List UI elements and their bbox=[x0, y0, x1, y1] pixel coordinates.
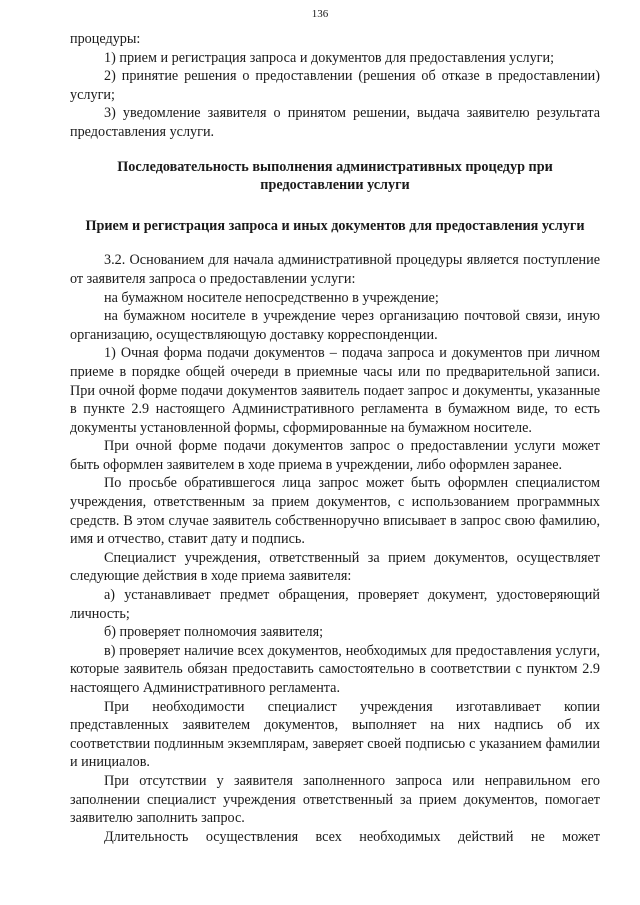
paragraph-duration: Длительность осуществления всех необходимых действий не может bbox=[104, 828, 600, 845]
paragraph-specialist-actions: Специалист учреждения, ответственный за прием документов, осуществляет следующие действия в ходе приема заявителя: bbox=[70, 549, 600, 585]
paragraph-missing-request: При отсутствии у заявителя заполненного запроса или неправильном его заполнении специалист учреждения ответственный за прием документов, помогает заявителю заполнить запрос. bbox=[70, 772, 600, 827]
paragraph-in-person-form: 1) Очная форма подачи документов – подача запроса и документов при личном приеме в порядке общей очереди в приемные часы или по предварительной записи. При очной форме подачи документов заявитель подает запрос и документы, указанные в пункте 2.9 настоящего Административного регламента в бумажном виде, то есть документы установленной формы, сформированные на бумажном носителе. bbox=[70, 345, 600, 436]
page-number: 136 bbox=[311, 8, 329, 20]
section-heading: Последовательность выполнения административных процедур при предоставлении услуги bbox=[117, 158, 553, 194]
list-item-c: в) проверяет наличие всех документов, необходимых для предоставления услуги, которые заявитель обязан предоставить самостоятельно в соответствии с пунктом 2.9 настоящего Административного регламента. bbox=[70, 642, 600, 696]
paragraph-paper-post: на бумажном носителе в учреждение через организацию почтовой связи, иную организацию, осуществляющую доставку корреспонденции. bbox=[70, 308, 600, 343]
paragraph-3-2: 3.2. Основанием для начала административной процедуры является поступление от заявителя запроса о предоставлении услуги: bbox=[70, 252, 600, 287]
document-body bbox=[70, 30, 600, 846]
list-item-b: б) проверяет полномочия заявителя; bbox=[104, 624, 324, 641]
paragraph-procedure-2: 2) принятие решения о предоставлении (решения об отказе в предоставлении) услуги; bbox=[70, 68, 600, 103]
paragraph-procedure-3: 3) уведомление заявителя о принятом решении, выдача заявителю результата предоставления услуги. bbox=[70, 105, 600, 140]
paragraph-copies: При необходимости специалист учреждения изготавливает копии представленных заявителем документов, выполняет на них надпись об их соответствии подлинным экземплярам, заверяет своей подписью с указанием фамилии и инициалов. bbox=[70, 698, 600, 771]
list-item-a: а) устанавливает предмет обращения, проверяет документ, удостоверяющий личность; bbox=[70, 587, 600, 622]
paragraph-specialist-request: По просьбе обратившегося лица запрос может быть оформлен специалистом учреждения, ответственным за прием документов, с использованием программных средств. В этом случае заявитель собственноручно вписывает в запрос свою фамилию, имя и отчество, ставит дату и подпись. bbox=[70, 475, 600, 548]
paragraph-procedure-1: 1) прием и регистрация запроса и документов для предоставления услуги; bbox=[104, 49, 555, 66]
paragraph-procedures-intro: процедуры: bbox=[70, 31, 141, 47]
paragraph-in-person-request: При очной форме подачи документов запрос о предоставлении услуги может быть оформлен заявителем в ходе приема в учреждении, либо оформлен заранее. bbox=[70, 438, 600, 473]
subsection-heading: Прием и регистрация запроса и иных документов для предоставления услуги bbox=[85, 217, 585, 234]
paragraph-paper-direct: на бумажном носителе непосредственно в учреждение; bbox=[104, 289, 439, 306]
